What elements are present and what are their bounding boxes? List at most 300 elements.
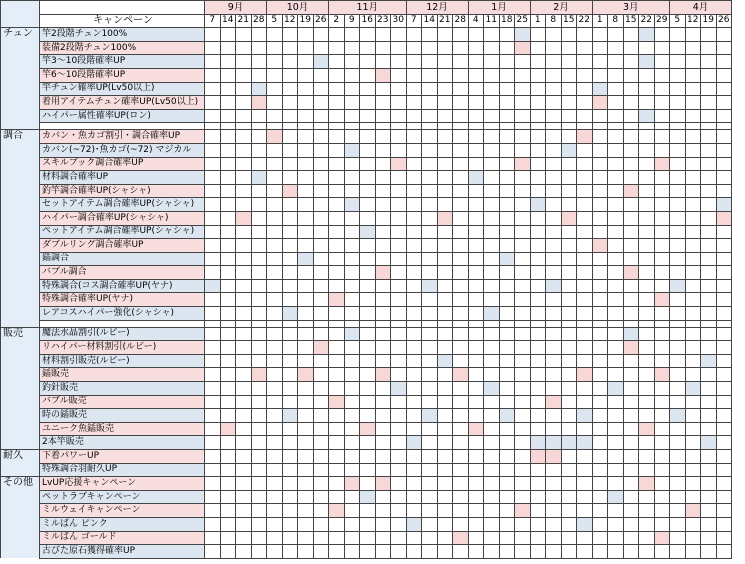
week-cell[interactable] [716,490,732,504]
week-cell[interactable] [360,293,376,307]
week-cell[interactable] [236,225,252,239]
week-cell[interactable] [546,354,562,368]
week-cell[interactable] [422,157,438,171]
week-cell[interactable] [608,68,624,82]
week-cell[interactable] [499,68,515,82]
scheduled-week-cell[interactable] [670,409,686,423]
week-cell[interactable] [670,198,686,212]
week-cell[interactable] [685,68,701,82]
week-cell[interactable] [437,368,453,382]
week-cell[interactable] [437,96,453,110]
week-cell[interactable] [267,41,283,55]
week-cell[interactable] [592,422,608,436]
week-cell[interactable] [577,211,593,225]
week-cell[interactable] [499,545,515,559]
week-cell[interactable] [205,545,221,559]
week-cell[interactable] [298,41,314,55]
week-cell[interactable] [685,82,701,96]
week-cell[interactable] [391,171,407,185]
week-cell[interactable] [236,395,252,409]
week-cell[interactable] [639,436,655,450]
week-cell[interactable] [422,436,438,450]
week-cell[interactable] [344,225,360,239]
scheduled-week-cell[interactable] [375,368,391,382]
week-cell[interactable] [468,477,484,491]
week-cell[interactable] [515,368,531,382]
scheduled-week-cell[interactable] [344,477,360,491]
week-cell[interactable] [220,436,236,450]
week-cell[interactable] [484,504,500,518]
week-cell[interactable] [608,477,624,491]
week-cell[interactable] [701,252,717,266]
week-cell[interactable] [592,143,608,157]
week-cell[interactable] [391,327,407,341]
week-cell[interactable] [654,68,670,82]
week-cell[interactable] [422,55,438,69]
week-cell[interactable] [608,252,624,266]
week-cell[interactable] [298,55,314,69]
week-cell[interactable] [499,157,515,171]
week-cell[interactable] [236,171,252,185]
week-cell[interactable] [205,341,221,355]
week-cell[interactable] [701,184,717,198]
week-cell[interactable] [670,341,686,355]
scheduled-week-cell[interactable] [282,307,298,321]
week-cell[interactable] [484,109,500,123]
week-cell[interactable] [608,409,624,423]
week-cell[interactable] [499,436,515,450]
week-cell[interactable] [546,211,562,225]
week-cell[interactable] [499,109,515,123]
week-cell[interactable] [716,307,732,321]
week-cell[interactable] [515,55,531,69]
week-cell[interactable] [422,463,438,477]
week-cell[interactable] [205,157,221,171]
week-cell[interactable] [654,184,670,198]
week-cell[interactable] [623,82,639,96]
week-cell[interactable] [499,450,515,464]
week-cell[interactable] [406,28,422,42]
week-cell[interactable] [623,395,639,409]
week-cell[interactable] [623,531,639,545]
week-cell[interactable] [608,266,624,280]
week-cell[interactable] [716,382,732,396]
week-cell[interactable] [639,239,655,253]
week-cell[interactable] [561,477,577,491]
week-cell[interactable] [592,211,608,225]
week-cell[interactable] [530,96,546,110]
week-cell[interactable] [685,28,701,42]
week-cell[interactable] [329,41,345,55]
week-cell[interactable] [515,198,531,212]
scheduled-week-cell[interactable] [561,211,577,225]
week-cell[interactable] [313,28,329,42]
week-cell[interactable] [406,82,422,96]
week-cell[interactable] [220,368,236,382]
week-cell[interactable] [561,157,577,171]
week-cell[interactable] [670,225,686,239]
week-cell[interactable] [220,157,236,171]
week-cell[interactable] [391,143,407,157]
month-header[interactable]: 2月 [530,1,592,15]
week-cell[interactable] [437,184,453,198]
campaign-name[interactable]: ダブルリング調合確率UP [40,239,205,253]
week-cell[interactable] [623,198,639,212]
scheduled-week-cell[interactable] [251,368,267,382]
week-cell[interactable] [329,490,345,504]
week-cell[interactable] [251,109,267,123]
week-cell[interactable] [701,279,717,293]
week-cell[interactable] [577,477,593,491]
week-cell[interactable] [701,395,717,409]
week-cell[interactable] [282,436,298,450]
scheduled-week-cell[interactable] [561,143,577,157]
week-cell[interactable] [251,504,267,518]
campaign-name[interactable]: 材料割引販売(ルビー) [40,354,205,368]
week-cell[interactable] [623,477,639,491]
week-cell[interactable] [515,225,531,239]
week-cell[interactable] [499,184,515,198]
week-cell[interactable] [360,327,376,341]
week-cell[interactable] [592,41,608,55]
week-cell[interactable] [530,477,546,491]
week-cell[interactable] [530,68,546,82]
week-cell[interactable] [670,41,686,55]
week-cell[interactable] [236,266,252,280]
week-cell[interactable] [546,171,562,185]
week-cell[interactable] [608,436,624,450]
week-cell[interactable] [313,82,329,96]
week-cell[interactable] [236,130,252,144]
scheduled-week-cell[interactable] [577,130,593,144]
week-cell[interactable] [484,517,500,531]
week-cell[interactable] [654,450,670,464]
scheduled-week-cell[interactable] [360,422,376,436]
week-cell[interactable] [561,545,577,559]
week-cell[interactable] [561,490,577,504]
week-header[interactable]: 26 [313,14,329,28]
week-cell[interactable] [670,82,686,96]
campaign-name[interactable]: ハイパー属性確率UP(ロン) [40,109,205,123]
week-cell[interactable] [499,307,515,321]
week-cell[interactable] [313,490,329,504]
week-cell[interactable] [577,198,593,212]
week-cell[interactable] [546,517,562,531]
week-cell[interactable] [716,504,732,518]
week-cell[interactable] [313,96,329,110]
week-cell[interactable] [654,545,670,559]
week-cell[interactable] [608,531,624,545]
week-cell[interactable] [375,517,391,531]
week-cell[interactable] [499,143,515,157]
month-header[interactable]: 10月 [267,1,329,15]
campaign-name[interactable]: 着用アイテムチュン確率UP(Lv50以上) [40,96,205,110]
week-cell[interactable] [282,96,298,110]
week-cell[interactable] [716,293,732,307]
week-cell[interactable] [205,327,221,341]
week-cell[interactable] [608,307,624,321]
campaign-name[interactable]: ペットラブキャンペーン [40,490,205,504]
week-cell[interactable] [205,409,221,423]
week-cell[interactable] [468,327,484,341]
week-cell[interactable] [344,341,360,355]
week-cell[interactable] [391,545,407,559]
scheduled-week-cell[interactable] [515,41,531,55]
week-cell[interactable] [313,68,329,82]
week-cell[interactable] [406,450,422,464]
scheduled-week-cell[interactable] [546,436,562,450]
week-cell[interactable] [546,225,562,239]
week-cell[interactable] [360,409,376,423]
week-cell[interactable] [375,211,391,225]
week-cell[interactable] [375,82,391,96]
week-cell[interactable] [344,531,360,545]
week-cell[interactable] [313,211,329,225]
week-cell[interactable] [406,198,422,212]
week-cell[interactable] [701,41,717,55]
week-cell[interactable] [220,517,236,531]
week-header[interactable]: 21 [437,14,453,28]
week-cell[interactable] [313,450,329,464]
week-cell[interactable] [530,490,546,504]
week-cell[interactable] [220,490,236,504]
week-cell[interactable] [685,157,701,171]
scheduled-week-cell[interactable] [282,184,298,198]
week-cell[interactable] [685,327,701,341]
week-cell[interactable] [344,436,360,450]
week-cell[interactable] [654,28,670,42]
week-cell[interactable] [515,463,531,477]
week-cell[interactable] [577,531,593,545]
week-cell[interactable] [670,327,686,341]
week-cell[interactable] [701,198,717,212]
week-cell[interactable] [546,341,562,355]
week-cell[interactable] [685,55,701,69]
week-cell[interactable] [530,279,546,293]
week-cell[interactable] [592,382,608,396]
week-cell[interactable] [639,130,655,144]
week-cell[interactable] [298,436,314,450]
week-cell[interactable] [205,239,221,253]
week-cell[interactable] [484,450,500,464]
week-cell[interactable] [236,341,252,355]
week-cell[interactable] [391,252,407,266]
week-cell[interactable] [515,266,531,280]
week-header[interactable]: 1 [530,14,546,28]
week-cell[interactable] [437,341,453,355]
scheduled-week-cell[interactable] [251,82,267,96]
week-cell[interactable] [623,490,639,504]
scheduled-week-cell[interactable] [716,198,732,212]
week-cell[interactable] [530,157,546,171]
week-cell[interactable] [561,279,577,293]
week-cell[interactable] [561,463,577,477]
week-cell[interactable] [639,225,655,239]
week-cell[interactable] [639,450,655,464]
week-cell[interactable] [437,450,453,464]
week-cell[interactable] [329,225,345,239]
week-cell[interactable] [453,450,469,464]
week-cell[interactable] [468,184,484,198]
week-header[interactable]: 26 [716,14,732,28]
week-cell[interactable] [592,157,608,171]
week-cell[interactable] [220,252,236,266]
week-cell[interactable] [205,28,221,42]
week-cell[interactable] [422,184,438,198]
campaign-name[interactable]: 鍤販売 [40,368,205,382]
week-cell[interactable] [623,28,639,42]
week-cell[interactable] [499,266,515,280]
scheduled-week-cell[interactable] [298,252,314,266]
week-cell[interactable] [654,171,670,185]
week-cell[interactable] [577,171,593,185]
week-cell[interactable] [267,450,283,464]
week-cell[interactable] [298,463,314,477]
week-cell[interactable] [608,463,624,477]
week-cell[interactable] [437,198,453,212]
week-cell[interactable] [406,96,422,110]
scheduled-week-cell[interactable] [422,279,438,293]
week-cell[interactable] [267,382,283,396]
week-cell[interactable] [654,143,670,157]
scheduled-week-cell[interactable] [344,198,360,212]
week-cell[interactable] [654,96,670,110]
week-cell[interactable] [329,450,345,464]
week-cell[interactable] [561,130,577,144]
week-cell[interactable] [406,252,422,266]
week-cell[interactable] [468,143,484,157]
campaign-name[interactable]: セットアイテム調合確率UP(シャシャ) [40,198,205,212]
week-cell[interactable] [592,395,608,409]
week-cell[interactable] [468,130,484,144]
week-cell[interactable] [313,463,329,477]
week-cell[interactable] [577,279,593,293]
week-cell[interactable] [236,368,252,382]
week-cell[interactable] [329,545,345,559]
week-cell[interactable] [391,531,407,545]
week-cell[interactable] [391,368,407,382]
week-cell[interactable] [577,504,593,518]
week-cell[interactable] [654,82,670,96]
week-cell[interactable] [298,157,314,171]
week-cell[interactable] [577,450,593,464]
week-cell[interactable] [484,341,500,355]
campaign-name[interactable]: ミルばん ピンク [40,517,205,531]
week-cell[interactable] [685,184,701,198]
week-cell[interactable] [422,198,438,212]
week-cell[interactable] [251,490,267,504]
week-cell[interactable] [453,41,469,55]
week-cell[interactable] [608,341,624,355]
week-cell[interactable] [329,239,345,253]
week-header[interactable]: 18 [499,14,515,28]
week-cell[interactable] [623,225,639,239]
week-cell[interactable] [391,504,407,518]
week-cell[interactable] [515,422,531,436]
week-cell[interactable] [685,422,701,436]
week-cell[interactable] [670,28,686,42]
week-cell[interactable] [236,307,252,321]
week-cell[interactable] [205,293,221,307]
week-cell[interactable] [298,109,314,123]
week-header[interactable]: 5 [267,14,283,28]
week-cell[interactable] [716,422,732,436]
week-cell[interactable] [577,266,593,280]
scheduled-week-cell[interactable] [313,341,329,355]
week-cell[interactable] [236,490,252,504]
week-cell[interactable] [561,266,577,280]
week-cell[interactable] [623,436,639,450]
week-cell[interactable] [205,96,221,110]
week-cell[interactable] [360,504,376,518]
week-cell[interactable] [251,41,267,55]
week-cell[interactable] [437,504,453,518]
week-cell[interactable] [515,252,531,266]
week-cell[interactable] [267,504,283,518]
week-cell[interactable] [344,171,360,185]
week-cell[interactable] [313,477,329,491]
week-cell[interactable] [561,327,577,341]
week-cell[interactable] [267,252,283,266]
week-cell[interactable] [391,477,407,491]
week-cell[interactable] [220,82,236,96]
week-cell[interactable] [515,68,531,82]
week-cell[interactable] [530,55,546,69]
week-cell[interactable] [267,279,283,293]
week-cell[interactable] [344,450,360,464]
week-cell[interactable] [716,463,732,477]
week-cell[interactable] [453,171,469,185]
week-cell[interactable] [406,354,422,368]
week-cell[interactable] [360,55,376,69]
week-cell[interactable] [344,130,360,144]
scheduled-week-cell[interactable] [422,409,438,423]
week-header[interactable]: 11 [484,14,500,28]
campaign-name[interactable]: ユニーク魚鍤販売 [40,422,205,436]
week-cell[interactable] [716,477,732,491]
week-cell[interactable] [298,341,314,355]
week-cell[interactable] [251,517,267,531]
week-header[interactable]: 16 [360,14,376,28]
week-cell[interactable] [670,130,686,144]
week-cell[interactable] [344,490,360,504]
week-cell[interactable] [592,463,608,477]
week-cell[interactable] [344,368,360,382]
week-cell[interactable] [251,422,267,436]
week-cell[interactable] [546,157,562,171]
week-cell[interactable] [422,382,438,396]
week-cell[interactable] [716,130,732,144]
week-cell[interactable] [468,545,484,559]
week-cell[interactable] [701,450,717,464]
week-cell[interactable] [685,109,701,123]
week-cell[interactable] [391,184,407,198]
week-cell[interactable] [468,517,484,531]
week-cell[interactable] [484,28,500,42]
week-cell[interactable] [670,184,686,198]
week-cell[interactable] [391,109,407,123]
week-cell[interactable] [716,341,732,355]
week-cell[interactable] [499,517,515,531]
week-cell[interactable] [329,211,345,225]
week-cell[interactable] [654,463,670,477]
week-cell[interactable] [639,504,655,518]
week-cell[interactable] [282,171,298,185]
week-cell[interactable] [391,279,407,293]
week-cell[interactable] [329,477,345,491]
scheduled-week-cell[interactable] [608,490,624,504]
week-cell[interactable] [577,354,593,368]
